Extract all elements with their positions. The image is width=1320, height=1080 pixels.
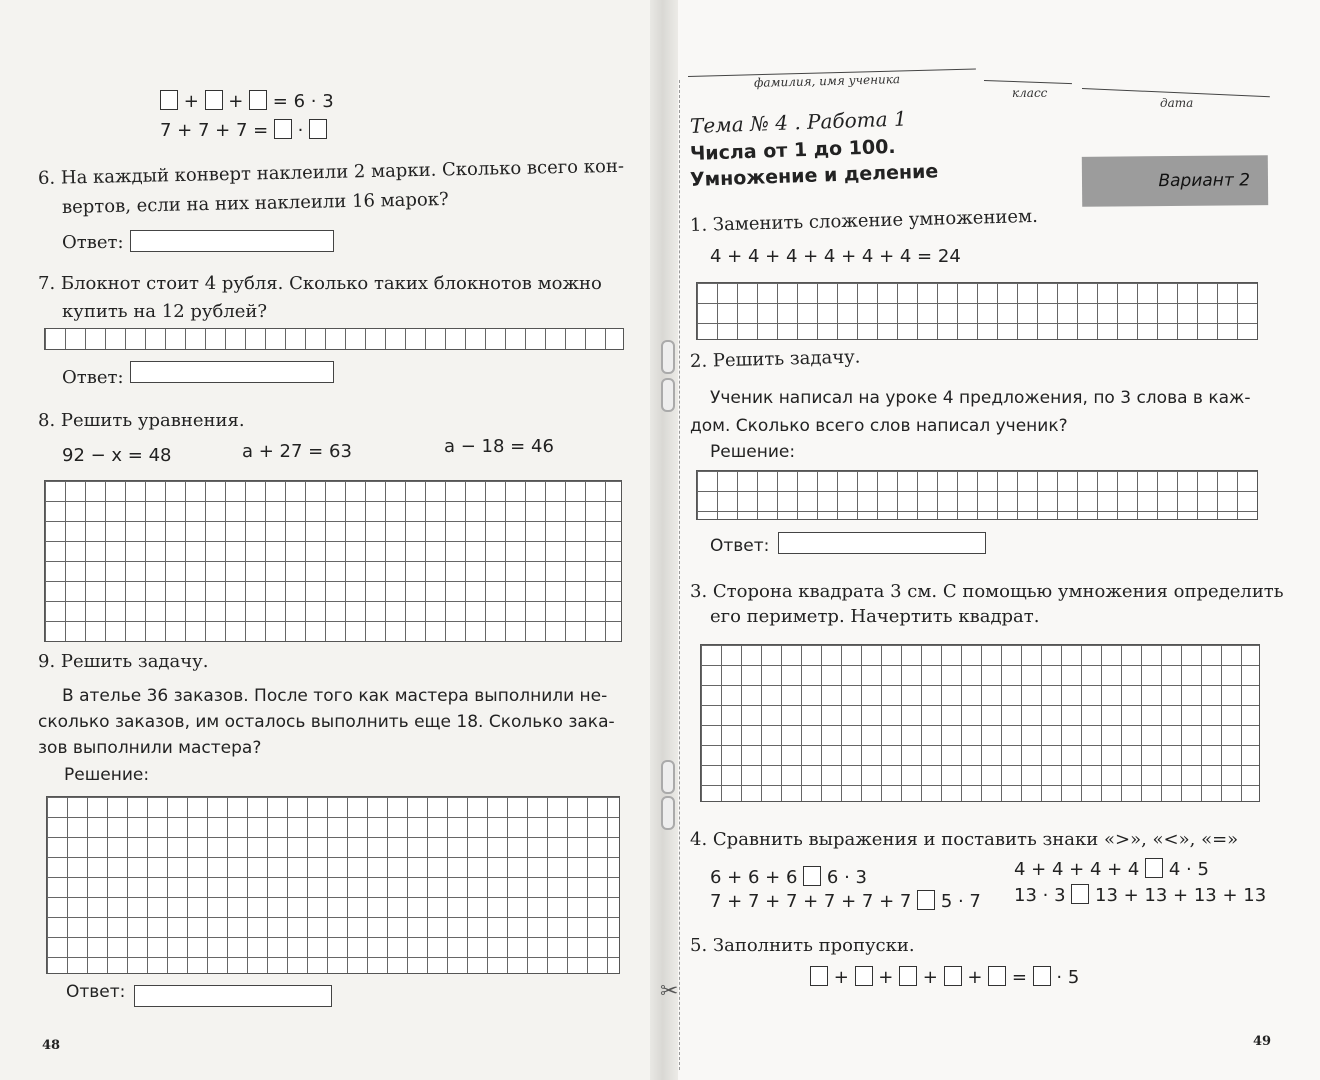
task1-expression: 4 + 4 + 4 + 4 + 4 + 4 = 24 xyxy=(710,246,961,267)
top-equation-1: + + = 6 · 3 xyxy=(160,90,334,114)
task4-expr2 xyxy=(1014,858,1209,882)
task6-answer-label: Ответ: xyxy=(62,232,124,253)
task4-expr2-left: 4 + 4 + 4 + 4 xyxy=(1014,859,1140,880)
blank-box[interactable] xyxy=(249,90,267,110)
scissors-icon: ✂ xyxy=(660,979,679,1004)
blank-box[interactable] xyxy=(205,90,223,110)
top-equation-2: 7 + 7 + 7 = · xyxy=(160,119,327,143)
task3-line2: его периметр. Начертить квадрат. xyxy=(710,606,1040,627)
task4-expr4-right: 13 + 13 + 13 + 13 xyxy=(1095,885,1267,906)
name-label: фамилия, имя ученика xyxy=(753,72,901,90)
date-label: дата xyxy=(1160,96,1194,110)
task4-title: 4. Сравнить выражения и поставить знаки «>», «<», «=» xyxy=(690,829,1239,850)
class-label: класс xyxy=(1012,86,1048,100)
task8-eq2: a + 27 = 63 xyxy=(242,441,352,462)
task9-answer-label: Ответ: xyxy=(66,982,126,1002)
task7-answer-label: Ответ: xyxy=(62,367,124,388)
task7-line1: 7. Блокнот стоит 4 рубля. Сколько таких блокнотов можно xyxy=(38,273,602,294)
task6-line2: вертов, если на них наклеили 16 марок? xyxy=(61,188,449,218)
task8-title: 8. Решить уравнения. xyxy=(38,410,245,431)
task5-tail: · 5 xyxy=(1056,967,1080,988)
task2-answer-label: Ответ: xyxy=(710,536,770,556)
task5-title: 5. Заполнить пропуски. xyxy=(690,935,915,956)
task4-expr4 xyxy=(1014,884,1266,908)
blank-box[interactable] xyxy=(160,90,178,110)
task4-expr3-left: 7 + 7 + 7 + 7 + 7 + 7 xyxy=(710,891,912,912)
task4-expr1-right: 6 · 3 xyxy=(826,867,867,888)
task7-solution-strip[interactable] xyxy=(44,328,624,350)
task2-line1: Ученик написал на уроке 4 предложения, по 3 слова в каж- xyxy=(710,388,1251,408)
task9-solution-label: Решение: xyxy=(64,765,150,785)
task3-line1: 3. Сторона квадрата 3 см. С помощью умножения определить xyxy=(690,581,1284,602)
task2-answer-box[interactable] xyxy=(778,532,986,554)
blank-box[interactable] xyxy=(1033,966,1051,986)
task1-title: 1. Заменить сложение умножением. xyxy=(689,205,1039,236)
task6-line1: 6. На каждый конверт наклеили 2 марки. Сколько всего кон- xyxy=(37,155,625,189)
staple-top xyxy=(661,340,675,374)
task4-expr4-left: 13 · 3 xyxy=(1014,885,1066,906)
blank-box[interactable] xyxy=(944,966,962,986)
task1-grid[interactable] xyxy=(696,282,1258,340)
page-number-left: 48 xyxy=(42,1038,61,1053)
task9-answer-box[interactable] xyxy=(134,985,332,1007)
compare-box[interactable] xyxy=(803,866,821,886)
book-gutter xyxy=(650,0,678,1080)
task7-answer-box[interactable] xyxy=(130,361,334,383)
task9-line2: сколько заказов, им осталось выполнить еще 18. Сколько зака- xyxy=(38,712,615,732)
staple-bottom xyxy=(661,760,675,794)
task9-line1: В ателье 36 заказов. После того как мастера выполнили не- xyxy=(62,686,608,706)
task9-grid[interactable] xyxy=(46,796,620,974)
task4-expr3-right: 5 · 7 xyxy=(940,891,981,912)
task4-expr1 xyxy=(710,866,867,890)
task4-expr3 xyxy=(710,890,981,914)
cut-line xyxy=(679,80,680,1070)
task5-equation: + + + + = · 5 xyxy=(810,966,1079,990)
task7-line2: купить на 12 рублей? xyxy=(62,301,268,322)
task8-eq3: a − 18 = 46 xyxy=(444,436,554,457)
title-line1: Числа от 1 до 100. xyxy=(689,135,896,165)
title-line2: Умножение и деление xyxy=(689,160,939,191)
task8-grid[interactable] xyxy=(44,480,622,642)
blank-box[interactable] xyxy=(309,119,327,139)
task2-line2: дом. Сколько всего слов написал ученик? xyxy=(690,416,1068,436)
staple-bottom-2 xyxy=(661,796,675,830)
task9-line3: зов выполнили мастера? xyxy=(38,738,262,758)
blank-box[interactable] xyxy=(988,966,1006,986)
staple-top-2 xyxy=(661,378,675,412)
task9-title: 9. Решить задачу. xyxy=(38,651,209,672)
task2-solution-label: Решение: xyxy=(710,442,796,462)
task4-expr2-right: 4 · 5 xyxy=(1168,859,1209,880)
task4-expr1-left: 6 + 6 + 6 xyxy=(710,867,798,888)
compare-box[interactable] xyxy=(1145,858,1163,878)
blank-box[interactable] xyxy=(855,966,873,986)
page-number-right: 49 xyxy=(1253,1034,1272,1049)
blank-box[interactable] xyxy=(810,966,828,986)
task6-answer-box[interactable] xyxy=(130,230,334,252)
blank-box[interactable] xyxy=(274,119,292,139)
task8-eq1: 92 − x = 48 xyxy=(62,445,172,466)
task3-grid[interactable] xyxy=(700,644,1260,802)
variant-badge: Вариант 2 xyxy=(1082,155,1268,207)
compare-box[interactable] xyxy=(917,890,935,910)
task2-title: 2. Решить задачу. xyxy=(689,346,861,372)
topic-label: Тема № 4 . Работа 1 xyxy=(689,106,908,138)
compare-box[interactable] xyxy=(1071,884,1089,904)
blank-box[interactable] xyxy=(899,966,917,986)
task2-grid[interactable] xyxy=(696,470,1258,520)
